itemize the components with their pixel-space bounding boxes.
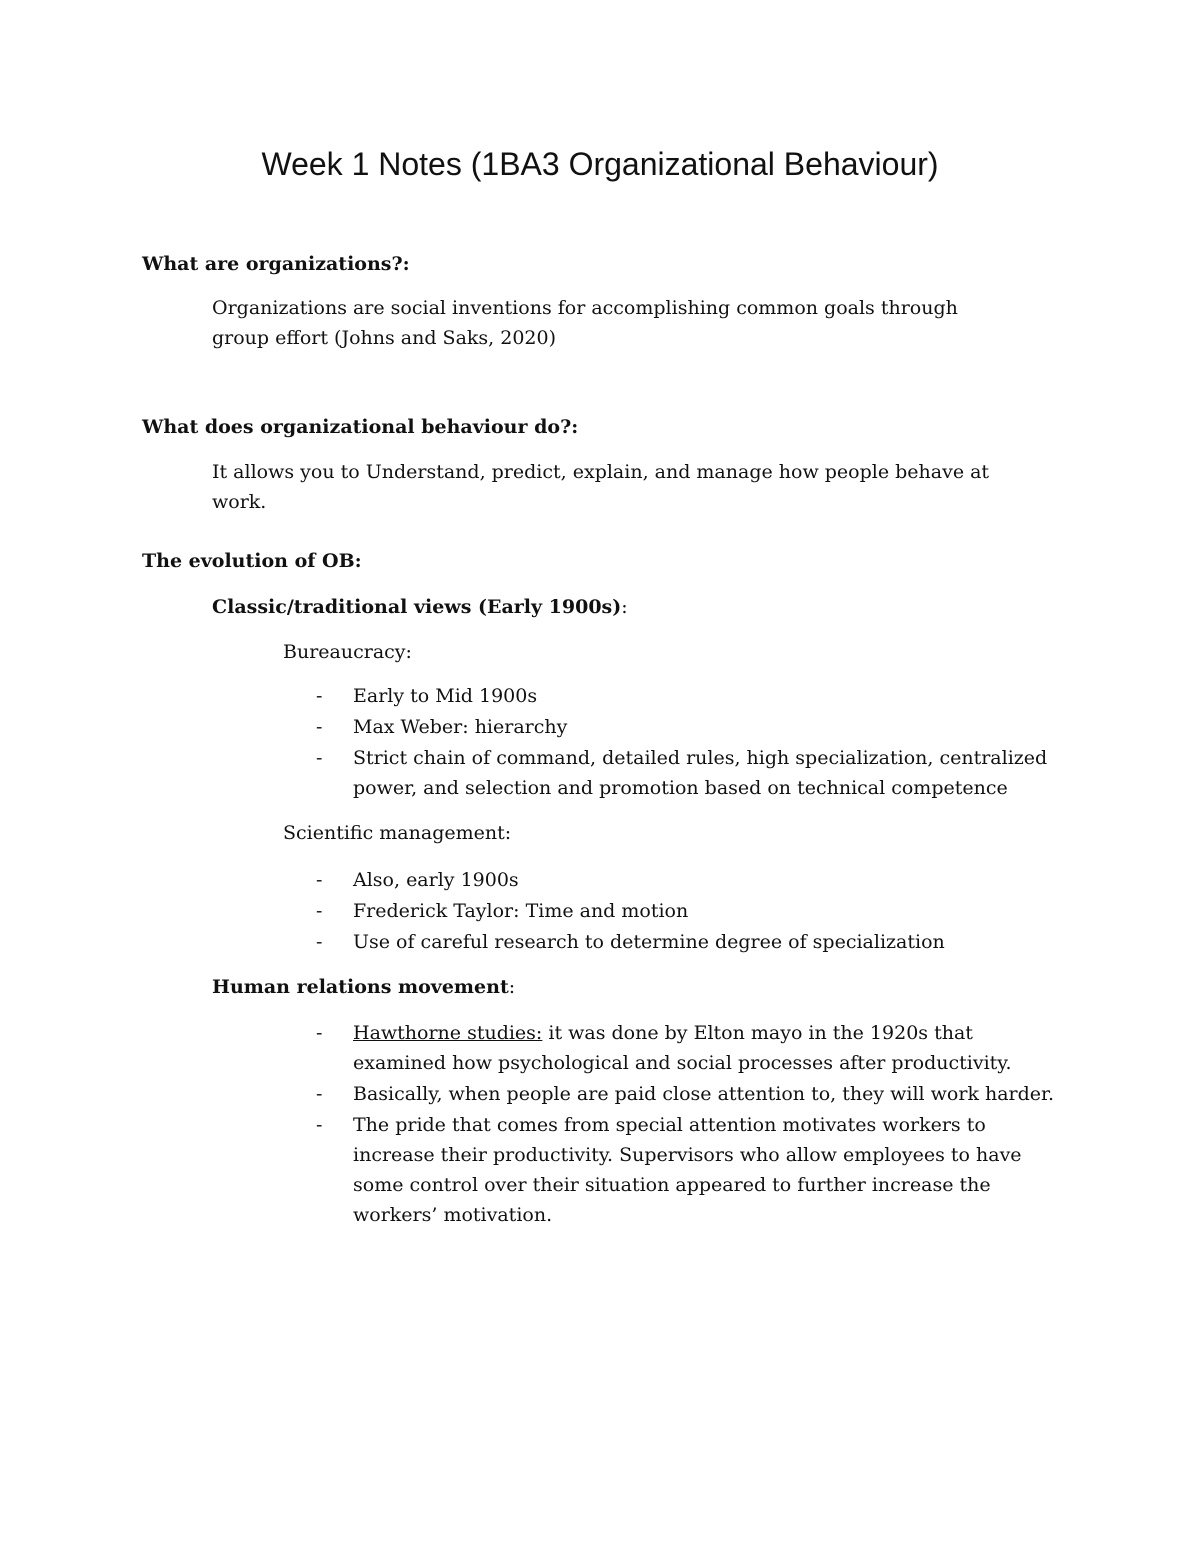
list-item — [283, 1018, 1063, 1078]
list-item — [283, 1079, 1063, 1109]
heading-what-does-ob-do: What does organizational behaviour do?: — [142, 416, 579, 438]
list-item-text: Strict chain of command, detailed rules, high specialization, centralized power, and selection and promotion based on technical competence — [353, 747, 1048, 799]
dash-bullet: - — [316, 1083, 323, 1105]
heading-what-are-organizations: What are organizations?: — [142, 253, 410, 275]
dash-bullet: - — [316, 1022, 323, 1044]
ob-purpose-text: It allows you to Understand, predict, explain, and manage how people behave at work. — [212, 461, 990, 513]
subheading-human-relations-colon: : — [508, 976, 516, 998]
hawthorne-studies-label: Hawthorne studies: — [353, 1022, 543, 1044]
list-item-text: it was done by Elton mayo in the 1920s that examined how psychological and social processes after productivity. — [353, 1022, 1012, 1074]
subheading-human-relations-text: Human relations movement — [212, 976, 509, 998]
list-item — [283, 1110, 1063, 1230]
list-item — [283, 865, 1063, 895]
list-item-text: Basically, when people are paid close attention to, they will work harder. — [353, 1083, 1055, 1105]
dash-bullet: - — [316, 716, 323, 738]
label-bureaucracy: Bureaucracy: — [283, 641, 412, 663]
list-item-text: Frederick Taylor: Time and motion — [353, 900, 689, 922]
label-scientific-management: Scientific management: — [283, 822, 512, 844]
list-scientific-management — [283, 865, 1063, 958]
list-item — [283, 927, 1063, 957]
dash-bullet: - — [316, 931, 323, 953]
subheading-human-relations — [212, 972, 515, 1002]
list-item-text: Max Weber: hierarchy — [353, 716, 568, 738]
list-human-relations — [283, 1018, 1063, 1231]
list-item-text: The pride that comes from special attention motivates workers to increase their productivity. Supervisors who allow employees to have some control over their situation appeared to further increase the workers’ motivation. — [353, 1114, 1022, 1226]
dash-bullet: - — [316, 685, 323, 707]
list-item-text: Early to Mid 1900s — [353, 685, 538, 707]
dash-bullet: - — [316, 747, 323, 769]
list-bureaucracy — [283, 681, 1063, 804]
list-item — [283, 743, 1063, 803]
page-title: Week 1 Notes (1BA3 Organizational Behaviour) — [261, 146, 939, 182]
subheading-classic-views-text: Classic/traditional views (Early 1900s) — [212, 596, 622, 618]
dash-bullet: - — [316, 900, 323, 922]
list-item — [283, 681, 1063, 711]
dash-bullet: - — [316, 1114, 323, 1136]
heading-evolution-of-ob: The evolution of OB: — [142, 550, 362, 572]
definition-organizations: Organizations are social inventions for accomplishing common goals through group effort (Johns and Saks, 2020) — [212, 297, 958, 349]
list-item — [283, 896, 1063, 926]
list-item — [283, 712, 1063, 742]
subheading-classic-views-colon: : — [621, 596, 628, 618]
list-item-text: Use of careful research to determine degree of specialization — [353, 931, 945, 953]
subheading-classic-views — [212, 592, 628, 622]
list-item-text: Also, early 1900s — [353, 869, 519, 891]
dash-bullet: - — [316, 869, 323, 891]
